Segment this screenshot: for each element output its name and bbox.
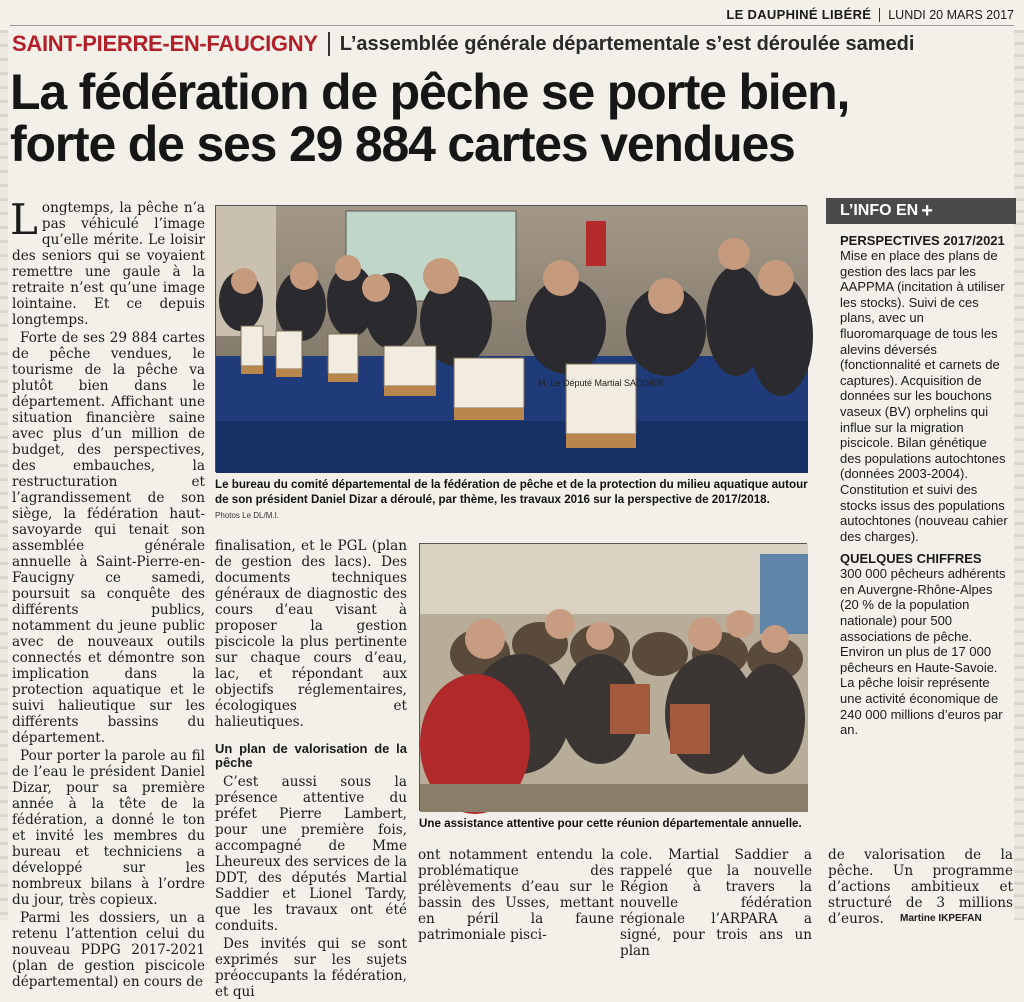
subheading: Un plan de valorisation de la pêche — [215, 741, 407, 770]
kicker — [12, 30, 914, 58]
masthead — [10, 4, 1014, 26]
headline-line-1: La fédération de pêche se porte bien, — [10, 64, 850, 120]
sidebar-heading-figures: QUELQUES CHIFFRES — [840, 551, 982, 567]
paragraph: C’est aussi sous la présence attentive du préfet Pierre Lambert, pour une première fois, accompagné de Mme Lheureux des services de la DDT, des députés Martial Saddier et Lionel Tardy, que les travaux ont été conduits. — [215, 774, 407, 934]
paragraph: Parmi les dossiers, un a retenu l’attention celui du nouveau PDPG 2017-2021 (plan de gestion piscicole départemental) en cours de — [12, 910, 205, 990]
paragraph: Forte de ses 29 884 cartes de pêche vendues, le tourisme de la pêche va plutôt bien dans le département. Affichant une situation financière saine avec plus d’un million de budget, des perspectives, des embauches, la restructuration et l’agrandissement de son siège, la fédération haut-savoyarde qui tenait son assemblée générale annuelle à Saint-Pierre-en-Faucigny ce samedi, poursuit sa conquête des différents publics, notamment du jeune public avec de nouveaux outils connectés et démontre son implication dans la protection aquatique et le suivi halieutique sur les différents bassins du département. — [12, 330, 205, 746]
photo-credit: Photos Le DL/M.I. — [215, 511, 280, 520]
sidebar-title: L’INFO EN — [840, 202, 919, 219]
lead-paragraph — [10, 195, 205, 328]
committee-photo-illustration — [216, 206, 808, 473]
adjacent-article-edge — [0, 30, 8, 920]
article-column-1 — [10, 195, 205, 992]
sidebar-text-figures: 300 000 pêcheurs adhérents en Auvergne-Rhône-Alpes (20 % de la population nationale) pour 500 associations de pêche. Environ un plus de 17 000 pêcheurs en Haute-Savoie. La pêche loisir représente une activité économique de 240 000 millions d’euros par an. — [840, 566, 1006, 738]
kicker-divider — [328, 32, 330, 56]
masthead-divider — [879, 8, 880, 22]
lead-text: ongtemps, la pêche n’a pas véhiculé l’image qu’elle mérite. Le loisir des seniors qui se voyaient remettre une gaule à la retraite n’est qu’une image lointaine. Et ce depuis longtemps. — [12, 200, 205, 328]
sidebar-header — [826, 198, 1016, 224]
kicker-place: SAINT-PIERRE-EN-FAUCIGNY — [12, 31, 318, 56]
article-column-5: de valorisation de la pêche. Un programme d’actions ambitieux et structuré de 3 millions d’euros. — [828, 847, 1013, 927]
photo-1-caption: Le bureau du comité départemental de la fédération de pêche et de la protection du milieu aquatique autour de son président Daniel Dizar a déroulé, par thème, les travaux 2016 sur la perspective de 2017/2018. — [215, 478, 808, 506]
plus-icon: + — [921, 200, 933, 222]
photo-committee-table — [215, 205, 807, 472]
info-sidebar — [826, 198, 1016, 820]
publication-name: LE DAUPHINÉ LIBÉRÉ — [726, 7, 872, 22]
sidebar-heading-perspectives: PERSPECTIVES 2017/2021 — [840, 233, 1005, 248]
kicker-subtitle: L’assemblée générale départementale s’est déroulée samedi — [339, 32, 915, 55]
headline — [10, 66, 890, 170]
article-column-2 — [215, 538, 407, 1002]
headline-line-2: forte de ses 29 884 cartes vendues — [10, 116, 795, 172]
article-column-3: ont notamment entendu la problématique des prélèvements d’eau sur le bassin des Usses, mettant en péril la faune patrimoniale pisci- — [418, 847, 614, 943]
article-column-4: cole. Martial Saddier a rappelé que la nouvelle Région à travers la nouvelle fédération régionale l’ARPARA a signé, pour trois ans un plan — [620, 847, 812, 959]
photo-2-caption: Une assistance attentive pour cette réunion départementale annuelle. — [419, 817, 802, 830]
paragraph: Pour porter la parole au fil de l’eau le président Daniel Dizar, pour sa première année à la tête de la fédération, a donné le ton et invité les membres du bureau et techniciens a développé sur les nombreux bilans à l’ordre du jour, très copieux. — [12, 748, 205, 908]
publication-date: LUNDI 20 MARS 2017 — [888, 7, 1014, 22]
paragraph: Des invités qui se sont exprimés sur les sujets préoccupants la fédération, et qui — [215, 936, 407, 1000]
name-placard-text: M. Le Député Martial SADDIER — [537, 378, 665, 388]
author-signature: Martine IKPEFAN — [900, 913, 982, 924]
sidebar-body — [826, 224, 1016, 738]
drop-cap: L — [10, 195, 38, 244]
audience-photo-illustration — [420, 544, 808, 812]
paragraph: finalisation, et le PGL (plan de gestion des lacs). Des documents techniques généraux de diagnostic des cours d’eau visant à proposer la gestion piscicole la plus pertinente sur chaque cours d’eau, lac, et répondant aux objectifs réglementaires, écologiques et halieutiques. — [215, 538, 407, 730]
photo-audience — [419, 543, 807, 811]
sidebar-text-perspectives: Mise en place des plans de gestion des lacs par les AAPPMA (incitation à utiliser les stocks). Suivi de ces plans, avec un fluoromarquage de tous les alevins déversés (fonctionnalité et carnets de captures). Acquisition de données sur les bouchons vaseux (BV) orphelins qui influe sur la migration piscicole. Bilan génétique des populations autochtones (données 2003-2004). Constitution et suivi des stocks issus des populations autochtones (nouveau cahier des charges). — [840, 248, 1008, 544]
